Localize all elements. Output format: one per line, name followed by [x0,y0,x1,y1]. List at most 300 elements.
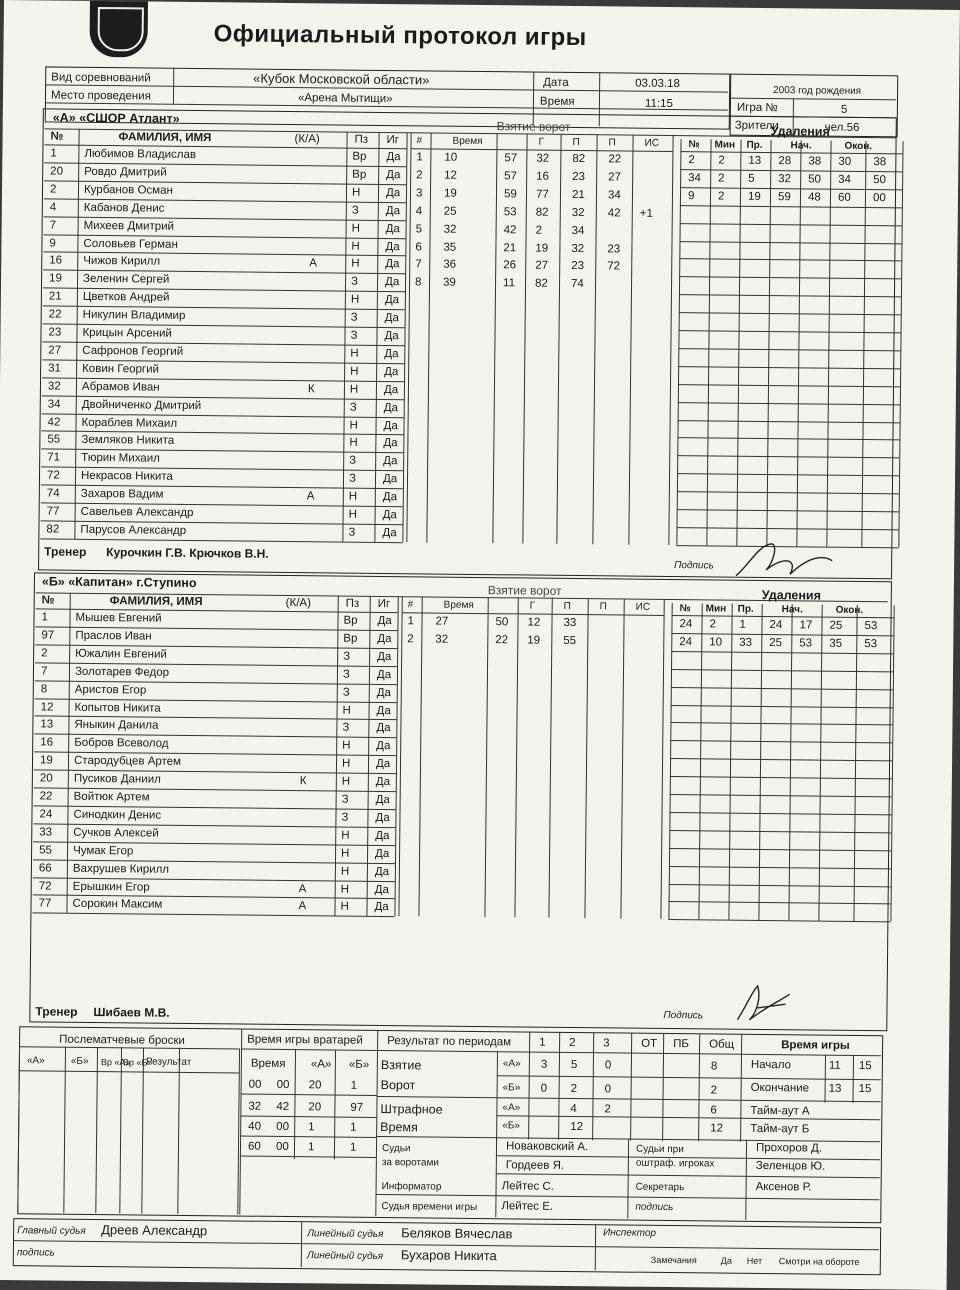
pen-col-end: Окон. [844,140,873,153]
goal-cell: 5 [415,222,423,235]
secretary-label: Секретарь [635,1181,685,1194]
player-name: Сафронов Георгий [82,344,184,358]
goals-col-p1: П [563,600,571,612]
player-position: З [342,668,350,681]
game-end-label: Окончание [750,1081,810,1095]
player-name: Золотарев Федор [74,665,170,679]
player-played: Да [376,686,392,699]
team-b-signature [727,980,797,1027]
player-position: З [342,686,350,699]
penalty-cell: 24 [679,635,693,649]
player-name: Земляков Никита [81,434,175,448]
player-position: Н [342,704,351,717]
player-played: Да [385,204,401,217]
team-a-title: «А» «СШОР Атлант» [52,110,180,126]
player-played: Да [385,276,400,289]
goal-cell: 10 [444,151,458,164]
player-number: 7 [49,219,57,232]
goal-cell: 2 [407,633,414,646]
player-number: 2 [49,183,57,196]
player-name: Чумак Егор [73,844,134,858]
player-name: Вахрушев Кирилл [72,862,170,876]
player-played: Да [375,776,391,789]
goal-cell: 1 [416,151,423,164]
penalty-cell: 38 [808,155,822,168]
player-number: 77 [46,505,60,518]
player-position: Н [341,829,350,842]
pen-judge-1: Прохоров Д. [755,1141,823,1155]
gk-b: 1 [350,1121,357,1134]
col-name-header: ФАМИЛИЯ, ИМЯ [109,595,203,609]
player-name: Крицын Арсений [82,326,172,340]
player-name: Бобров Всеволод [74,737,169,751]
player-position: Вр [343,614,358,627]
player-role: К [307,382,315,395]
player-played: Да [384,312,399,325]
goal-cell: 35 [443,241,457,254]
team-a-signature [728,536,838,585]
team-b-coach: Шибаев М.В. [93,1004,170,1020]
penalties-header: Удаления [770,124,830,139]
player-name: Парусов Александр [80,523,187,537]
timeout-b-label: Тайм-аут Б [750,1122,810,1136]
penalty-cell: 2 [688,154,695,167]
goals-col-g: Г [538,136,545,148]
goal-cell: 74 [570,278,584,291]
player-number: 34 [47,398,61,411]
player-name: Сучков Алексей [73,826,159,840]
player-number: 33 [39,826,53,839]
gk-sec: 00 [276,1078,290,1092]
grid-line [898,141,903,547]
player-played: Да [382,473,398,486]
player-role: К [299,775,307,788]
goal-cell: 19 [443,187,457,200]
player-name: Зеленин Сергей [83,273,170,287]
player-position: Вр [352,150,367,163]
col-ka-header: (К/А) [285,596,311,610]
player-played: Да [376,740,391,753]
player-number: 16 [49,254,63,268]
penalty-cell: 2 [717,190,725,203]
goals-col-p2: П [599,601,607,613]
player-name: Цветков Андрей [82,291,170,304]
col-pz-header: Пз [345,597,360,610]
player-position: Н [341,757,351,770]
player-position: З [348,472,357,485]
player-name: Кабанов Денис [83,201,165,215]
player-played: Да [375,811,390,824]
goal-cell: 11 [502,277,516,290]
player-name: Войтюк Артем [73,790,150,804]
goals-col-num: # [407,599,414,611]
row-b-label: «Б» [502,1082,521,1094]
col-num-header: № [41,594,55,607]
player-number: 71 [47,451,61,464]
player-number: 42 [47,415,61,429]
player-number: 72 [38,879,52,893]
player-number: 77 [38,897,52,910]
goal-cell: 32 [443,223,457,236]
player-played: Да [385,222,400,235]
goals-col-g: Г [529,600,536,612]
gk-min: 00 [248,1078,262,1091]
goal-cell: 32 [571,206,585,219]
player-name: Захаров Вадим [80,487,164,501]
col-pz-header: Пз [354,133,369,146]
player-played: Да [384,347,399,361]
time-value: 11:15 [644,97,673,111]
goal-cell: 39 [442,276,456,290]
chief-value: Дреев Александр [101,1222,208,1239]
player-position: З [351,275,359,289]
penalties-header: Удаления [761,587,822,603]
goals-label-2: Ворот [380,1078,416,1093]
penalty-cell: 53 [864,637,878,651]
player-played: Да [374,865,390,878]
game-start-label: Начало [750,1058,792,1072]
game-end-h: 13 [828,1082,842,1095]
player-number: 97 [41,629,55,642]
player-position: З [350,329,358,342]
penalty-cell: 9 [687,189,695,203]
player-name: Мышев Евгений [75,611,162,625]
goal-cell: 6 [415,240,422,253]
competition-value: «Кубок Московской области» [253,70,430,88]
player-position: Н [351,240,360,253]
line-judge-2: Бухаров Никита [400,1247,497,1264]
goal-cell: 8 [415,276,422,289]
penalty-cell: 2 [718,154,725,167]
player-position: З [343,650,351,663]
player-number: 1 [50,147,57,160]
team-b-sign-label: Подпись [663,1009,704,1022]
player-position: Н [349,383,359,396]
player-played: Да [382,491,398,504]
player-played: Да [377,650,392,663]
goal-cell: 77 [535,188,549,201]
player-name: Двойниченко Дмитрий [81,398,202,412]
penalty-cell: 1 [739,618,746,631]
player-position: Н [348,490,358,503]
goals-b-cell: 2 [570,1082,578,1096]
remarks-label: Замечания [650,1254,697,1266]
results-title: Результат по периодам [387,1035,512,1049]
player-position: Н [348,508,358,521]
goal-cell: 27 [608,171,622,184]
gk-min: 60 [247,1140,261,1153]
col-name-header: ФАМИЛИЯ, ИМЯ [118,131,212,145]
goals-a-cell: 8 [710,1060,718,1073]
player-played: Да [375,829,390,842]
player-number: 12 [40,700,54,714]
shootout-col: «Б» [70,1055,89,1067]
line-judge-label-2: Линейный судья [306,1250,384,1263]
penalty-cell: 50 [808,173,822,186]
goal-cell: 19 [535,242,549,255]
goal-cell: 32 [536,152,550,165]
team-b-section [29,572,892,1031]
player-name: Копытов Никита [74,701,161,715]
pen-col-min: Мин [714,139,736,151]
player-played: Да [374,883,389,896]
player-number: 22 [48,308,62,321]
goal-judge-1: Новаковский А. [505,1140,589,1154]
penalty-cell: 19 [747,190,761,203]
goal-cell: 57 [504,152,518,165]
player-name: Пусиков Даниил [73,772,161,786]
player-played: Да [375,793,390,807]
inspector-label: Инспектор [603,1227,657,1239]
chief-label: Главный судья [17,1225,86,1237]
pen-label-2: Время [380,1120,418,1135]
pen-col-pr: Пр. [737,603,754,615]
remarks-no: Нет [746,1255,763,1267]
birth-year: 2003 год рождения [773,85,862,97]
player-number: 24 [39,808,53,821]
player-played: Да [383,401,399,414]
player-position: Н [351,222,361,235]
gk-sec: 00 [275,1140,289,1154]
penalty-cell: 00 [872,191,886,205]
goal-cell: 23 [571,260,585,273]
player-name: Ковин Георгий [82,362,160,376]
goals-col-p1: П [572,136,580,149]
player-number: 8 [40,683,48,696]
player-played: Да [375,758,391,771]
goals-label-1: Взятие [380,1058,422,1073]
goals-a-cell: 3 [540,1058,548,1071]
game-time-title: Время игры [781,1039,850,1052]
goal-cell: 27 [435,615,449,628]
player-role: А [306,490,315,503]
player-played: Да [383,383,399,396]
period-col: 3 [603,1037,610,1050]
penalty-cell: 25 [829,619,843,632]
player-name: Савельев Александр [80,505,194,520]
penalty-cell: 33 [739,636,753,649]
player-number: 22 [39,790,53,803]
player-number: 27 [48,344,62,357]
goal-cell: 72 [607,260,621,273]
goal-cell: 25 [443,205,457,218]
gk-min: 40 [248,1120,262,1133]
player-position: Н [349,419,358,432]
player-number: 31 [48,362,62,375]
shootout-col: «А» [26,1055,45,1067]
period-col: 1 [539,1036,546,1049]
player-position: Н [351,186,361,199]
penalty-cell: 48 [807,191,821,204]
pen-col-start: Нач. [781,604,803,616]
player-played: Да [377,614,392,628]
gk-a: 20 [308,1101,322,1114]
penalty-cell: 34 [838,173,852,186]
gk-a: 20 [308,1079,322,1092]
player-name: Абрамов Иван [81,380,160,394]
penalty-cell: 2 [709,618,716,631]
game-label: Игра № [736,101,778,115]
penalty-cell: 17 [799,619,813,632]
pen-b-cell: 12 [710,1122,724,1135]
player-position: Н [340,865,350,878]
place-label: Место проведения [50,89,151,103]
player-number: 9 [49,236,56,250]
pen-col-num: № [679,603,691,615]
player-name: Чижов Кирилл [83,255,161,269]
penalty-cell: 53 [799,637,813,650]
competition-label: Вид соревнований [51,71,151,85]
player-role: А [298,882,307,895]
timekeeper-value: Лейтес Е. [501,1200,554,1213]
page-title: Официальный протокол игры [213,20,587,52]
pen-col-end: Окон. [835,604,864,617]
penalty-cell: 35 [829,637,843,650]
pen-judges-label-1: Судьи при [635,1143,684,1156]
goal-cell: 42 [607,207,621,220]
player-played: Да [386,168,401,182]
player-name: Тюрин Михаил [81,452,160,465]
player-played: Да [386,151,401,164]
player-number: 21 [48,290,62,303]
penalty-cell: 24 [769,619,783,632]
penalty-cell: 53 [864,620,878,633]
player-played: Да [385,258,400,271]
team-a-coach: Курочкин Г.В. Крючков В.Н. [106,545,269,561]
penalty-cell: 59 [777,190,791,204]
player-role: А [309,257,317,270]
col-ka-header: (К/А) [294,133,320,146]
gk-sec: 42 [276,1100,290,1114]
player-name: Курбанов Осман [83,183,173,197]
sign-label: подпись [635,1201,674,1214]
gk-col-a: «А» [310,1058,332,1071]
player-number: 19 [49,272,62,285]
goal-cell: 32 [571,242,585,255]
player-number: 66 [38,862,52,875]
player-number: 20 [50,165,64,178]
time-label: Время [539,95,575,108]
player-number: 1 [41,611,49,624]
goal-cell: 21 [503,241,517,254]
player-name: Михеев Дмитрий [83,219,175,233]
gk-a: 1 [308,1121,315,1134]
team-a-sign-label: Подпись [674,560,714,572]
player-name: Кораблев Михаил [81,416,178,430]
goal-cell: 1 [407,615,414,628]
player-number: 2 [41,647,48,660]
game-start-h: 11 [828,1059,841,1072]
goals-col-is: ИС [644,137,660,149]
spectators-value: чел.56 [824,121,860,134]
player-number: 82 [46,523,60,536]
goals-b-cell: 2 [710,1084,718,1097]
timeout-a-label: Тайм-аут А [750,1104,810,1118]
informer-label: Информатор [381,1181,442,1193]
goal-cell: 12 [527,616,541,629]
pen-col-start: Нач. [790,140,812,152]
player-position: Н [350,365,359,378]
player-played: Да [384,365,399,378]
gk-col-b: «Б» [348,1058,370,1071]
chief-sign-label: подпись [16,1247,55,1259]
penalty-cell: 2 [718,172,725,185]
shootout-col: Вр «А» [100,1057,131,1068]
player-position: Вр [352,168,367,181]
shootout-col: Результат [145,1056,192,1069]
penalty-cell: 32 [778,173,792,186]
penalty-cell: 13 [748,154,762,167]
pen-col-num: № [688,139,700,151]
player-played: Да [384,294,400,307]
goal-cell: 26 [503,259,517,272]
goals-b-cell: 0 [604,1083,612,1096]
player-name: Любимов Владислав [84,147,197,162]
player-position: Н [350,347,359,360]
goal-cell: 2 [416,169,423,182]
goal-cell: 82 [572,152,586,166]
line-judge-1: Беляков Вячеслав [401,1225,513,1242]
penalty-cell: 30 [838,155,852,168]
player-position: Н [342,739,351,752]
goals-col-num: # [416,135,423,147]
player-name: Соловьев Герман [83,237,178,251]
pen-judges-label-2: оштраф. игроках [635,1157,715,1170]
period-col: 2 [569,1036,576,1050]
goal-cell: +1 [639,207,653,220]
player-name: Сорокин Максим [72,898,163,912]
goal-judge-2: Гордеев Я. [505,1159,565,1172]
player-number: 20 [39,772,53,785]
player-played: Да [374,901,389,914]
player-number: 74 [46,487,60,500]
pen-col-min: Мин [705,603,727,615]
player-name: Никулин Владимир [82,308,186,323]
period-col: ОТ [641,1037,658,1050]
player-name: Некрасов Никита [80,470,173,483]
goal-cell: 50 [495,616,509,629]
player-played: Да [382,508,397,522]
goal-cell: 3 [415,187,423,200]
player-played: Да [383,437,398,450]
player-number: 13 [40,718,54,731]
penalty-cell: 28 [778,155,792,168]
line-judge-label-1: Линейный судья [307,1228,384,1241]
secretary-value: Аксенов Р. [755,1180,812,1194]
period-col: ПБ [673,1038,689,1051]
player-position: З [342,721,350,735]
penalty-cell: 60 [837,191,851,204]
goals-col-time: Время [452,135,483,148]
player-name: Южалин Евгений [75,647,167,661]
goal-cell: 19 [527,634,541,647]
penalty-cell: 38 [873,156,887,169]
pen-b-cell: 12 [570,1120,584,1134]
shootout-col: Вр «Б» [122,1057,153,1068]
game-value: 5 [840,103,848,116]
player-role: А [298,900,307,913]
penalty-cell: 25 [769,636,783,650]
player-played: Да [382,526,397,540]
player-position: Н [349,437,358,450]
remarks-yes: Да [720,1255,732,1266]
pen-col-pr: Пр. [746,139,763,151]
shootout-title: Послематчевые броски [59,1033,185,1047]
player-played: Да [384,330,399,343]
player-position: З [350,311,358,324]
player-number: 16 [40,736,54,749]
pen-row-b: «Б» [502,1120,520,1132]
